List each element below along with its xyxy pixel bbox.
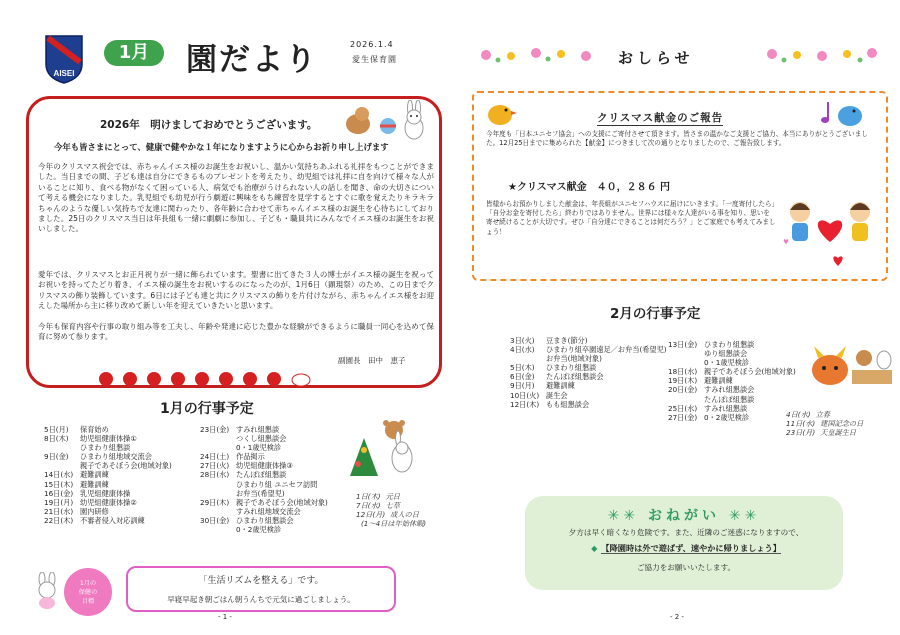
event-row — [200, 480, 328, 489]
event-name: たんぽぽ組懇談会 — [546, 372, 604, 382]
event-date: 4日(水) — [786, 410, 811, 419]
event-date: 5日(木) — [510, 363, 535, 373]
greeting-paragraph: 今年のクリスマス祝会では、赤ちゃんイエス様のお誕生をお祝いし、温かい気持ちあふれる礼拝をもつことができました。当日までの間、子ども達は自分にできるものプレゼントを考えたり、幼児組では礼拝に自を向けて様々な人がいることに知り、食べる物がなくて困っている人、病気でも治療がうけられない人の話しを聞き、命の大切さについて考える機会になりました。乳児組でも幼児が行う劇遊に興味をもち練習を見学するとすぐに歌を覚えたりキラキラちゃんのような優しい気持ちで友達に関わったり、各年齢に合わせて赤ちゃんイエス様のお誕生を心待ちにしておりました。25日のクリスマス当日は年長組も一緒に劇劇に参加し、子ども・職員共にみんなでイエス様のお誕生をお祝いしました。 — [38, 162, 434, 234]
event-date: 12日(月) — [356, 510, 386, 520]
event-date: 24日(土) — [200, 452, 230, 462]
bird-illustration — [480, 98, 518, 128]
event-row — [510, 381, 667, 390]
event-row — [356, 510, 426, 519]
event-name: すみれ組懇談 — [704, 403, 748, 413]
event-name: ひまわり組懇談 — [80, 443, 131, 453]
event-date: 19日(木) — [668, 376, 698, 386]
event-name: 0・2歳児検診 — [236, 525, 282, 535]
event-name: 幼児組健康体操③ — [236, 461, 293, 471]
newsletter-title: 園だより — [186, 42, 318, 78]
event-date: 16日(金) — [44, 488, 74, 498]
event-row — [200, 452, 328, 461]
event-name: お弁当(希望児) — [236, 488, 285, 498]
event-row — [510, 345, 667, 354]
event-date: 13日(金) — [668, 340, 698, 349]
signature: 副園長 田中 恵子 — [338, 356, 406, 365]
rabbit-illustration — [34, 572, 60, 610]
event-row — [200, 443, 328, 452]
greeting-lead: 今年も皆さまにとって、健康で健やかな１年になりますように心からお祈り申し上げます — [54, 142, 389, 152]
event-row — [668, 385, 796, 394]
event-date: 3日(火) — [510, 336, 535, 345]
health-goal-badge — [64, 568, 112, 616]
event-row — [510, 400, 667, 409]
event-name: 幼児組健康体操① — [80, 434, 137, 444]
feb-calendar-title: 2月の行事予定 — [610, 306, 701, 322]
event-date: 23日(月) — [786, 428, 816, 438]
event-name: 0・1歳児検診 — [704, 358, 750, 368]
event-name: 元日 — [385, 492, 400, 501]
event-row — [668, 404, 796, 413]
event-row — [668, 367, 796, 376]
event-date: 21日(水) — [44, 506, 74, 516]
event-name: 園内研修 — [80, 506, 109, 516]
donation-report-text: 皆様からお預かりしました献金は、年長組がユニセフハウスに届けにいきます。「一度寄付したら」「自分お金を寄付したら」終わりではありません。世界には様々な人達がいる事を知り、思いを寄せ続けることが大切です。ぜひ「自分達にできることは何だろう？」とご家庭でも考えてみましょう！ — [486, 200, 776, 236]
event-date: 9日(金) — [44, 452, 69, 462]
goal-badge-line: 目標 — [81, 598, 95, 605]
event-name: すみれ組懇談会 — [704, 385, 755, 395]
event-name: お弁当(地域対象) — [546, 354, 602, 364]
event-row — [44, 498, 172, 507]
event-date: 6日(金) — [510, 372, 535, 382]
event-name: たんぽぽ組懇談 — [704, 394, 755, 404]
donation-report-title: クリスマス献金のご報告 — [597, 112, 724, 124]
event-row — [200, 498, 328, 507]
feb-events-col2 — [668, 340, 796, 422]
logo-text: AISEI — [53, 69, 75, 78]
event-name: ひまわり組懇談会 — [236, 515, 294, 525]
greeting-paragraph: 愛年では、クリスマスとお正月祝りが一緒に飾られています。聖書に出てきた３人の博士がイエス様の誕生を祝ってお祝いを持ってたどり着き、イエス様の誕生をお祝いするのになったのが、1月6日（顕現祭）のため、この日までクリスマスの飾り装飾しています。6日には子ども達と共にクリスマスの飾りを片付けながら、赤ちゃんイエス様をお迎えした場所から主に移り改めて新しい年を迎えていきたいと思います。 — [38, 270, 434, 311]
event-row — [356, 519, 426, 528]
event-name: ひまわり組 ユニセフ訪問 — [236, 479, 318, 489]
event-row — [44, 461, 172, 470]
event-date: 7日(水) — [356, 501, 381, 511]
event-row — [510, 354, 667, 363]
event-name: 天皇誕生日 — [820, 428, 857, 438]
event-name: 親子であそぼう会(地域対象) — [80, 461, 172, 471]
request-title: ✳✳ おねがい ✳✳ — [607, 508, 761, 524]
event-row — [44, 443, 172, 452]
jan-holidays — [356, 492, 426, 528]
bear-rabbit-illustration — [342, 418, 422, 478]
jan-events-col2 — [200, 425, 328, 534]
school-logo — [44, 34, 84, 84]
event-row — [44, 480, 172, 489]
event-name: 不審者侵入対応訓練 — [80, 515, 145, 525]
event-name: 成人の日 — [390, 510, 419, 520]
donation-amount: ★クリスマス献金 ４０，２８６ 円 — [508, 182, 671, 193]
event-row — [668, 349, 796, 358]
event-row — [510, 372, 667, 381]
event-row — [668, 413, 796, 422]
event-row — [668, 376, 796, 385]
event-name: 避難訓練 — [80, 470, 109, 480]
event-name: ゆり組懇談会 — [704, 349, 748, 359]
event-row — [510, 336, 667, 345]
event-name: 親子であそぼう会(地域対象) — [704, 367, 796, 377]
event-row — [786, 428, 863, 437]
goal-badge-line: 1月の — [79, 580, 97, 587]
bird-music-illustration — [818, 96, 868, 130]
event-row — [668, 340, 796, 349]
event-row — [200, 507, 328, 516]
event-date: 27日(金) — [668, 412, 698, 422]
event-date: 5日(月) — [44, 425, 69, 434]
event-date: 28日(水) — [200, 470, 230, 480]
event-row — [510, 391, 667, 400]
event-name: すみれ組懇談 — [236, 425, 280, 434]
event-name: すみれ組地域交流会 — [236, 506, 301, 516]
event-date: 27日(火) — [200, 461, 230, 471]
event-name: 誕生会 — [546, 390, 568, 400]
event-date: 8日(木) — [44, 434, 69, 444]
event-date: 12日(木) — [510, 399, 540, 409]
request-text: ご協力をお願いいたします。 — [636, 563, 736, 572]
event-name: (1〜4日は年始休暇) — [361, 519, 427, 529]
jan-events-col1 — [44, 425, 172, 525]
event-name: ひまわり組懇談 — [704, 340, 755, 349]
event-date: 4日(水) — [510, 345, 535, 355]
event-name: 避難訓練 — [704, 376, 733, 386]
month-badge: 1月 — [104, 40, 164, 66]
event-date: 18日(水) — [668, 367, 698, 377]
event-name: 幼児組健康体操② — [80, 497, 137, 507]
event-name: 0・1歳児検診 — [236, 443, 282, 453]
event-name: 乳児組健康体操 — [80, 488, 131, 498]
page-number: - 1 - — [218, 613, 232, 621]
event-row — [200, 470, 328, 479]
event-name: ひまわり組懇談 — [546, 363, 597, 373]
event-name: ひまわり組卒園遠足／お弁当(希望児) — [546, 345, 667, 355]
event-row — [668, 358, 796, 367]
event-name: 0・2歳児検診 — [704, 412, 750, 422]
event-row — [356, 501, 426, 510]
jan-calendar-title: 1月の行事予定 — [160, 401, 254, 417]
event-date: 20日(金) — [668, 385, 698, 395]
event-row — [44, 470, 172, 479]
request-highlight-text: 【降園時は外で遊ばず、速やかに帰りましょう】 — [601, 543, 781, 553]
event-date: 22日(木) — [44, 515, 74, 525]
event-date: 30日(金) — [200, 515, 230, 525]
event-date: 11日(水) — [786, 419, 816, 429]
event-name: もも組懇談会 — [546, 399, 590, 409]
event-row — [44, 516, 172, 525]
event-name: 避難訓練 — [546, 381, 575, 391]
event-date: 15日(木) — [44, 479, 74, 489]
event-name: 避難訓練 — [80, 479, 109, 489]
event-row — [200, 425, 328, 434]
donation-report-text: 今年度も「日本ユニセフ協会」への支援にご寄付させて頂きます。皆さまの温かなご支援とご協力、本当にありがとうございました。12月25日までに集められた【献金】につきまして次の通りとなりましたので、ご報告致します。 — [486, 130, 868, 148]
event-date: 10日(火) — [510, 390, 540, 400]
event-row — [200, 516, 328, 525]
bullet-icon: ◆ — [591, 543, 598, 553]
health-goal-title: 「生活リズムを整える」です。 — [198, 576, 324, 586]
event-row — [200, 434, 328, 443]
event-date: 23日(金) — [200, 425, 230, 434]
event-name: 七草 — [385, 501, 400, 511]
event-name: 立春 — [815, 410, 830, 419]
event-row — [44, 507, 172, 516]
event-row — [786, 410, 863, 419]
event-name: 建国記念の日 — [820, 419, 864, 429]
event-date: 29日(木) — [200, 497, 230, 507]
oni-setsubun-illustration — [806, 340, 896, 388]
greeting-heading: 2026年 明けましておめでとうございます。 — [100, 119, 318, 131]
event-row — [44, 452, 172, 461]
issue-date: 2026.1.4 — [350, 40, 394, 49]
page-number: - 2 - — [670, 613, 684, 621]
event-name: たんぽぽ組懇談 — [236, 470, 287, 480]
children-heart-illustration — [780, 196, 880, 274]
health-goal-body: 早寝早起き朝ごはん朝うんちで元気に過ごしましょう。 — [167, 595, 355, 604]
event-row — [510, 363, 667, 372]
request-highlight — [533, 543, 839, 554]
event-date: 19日(月) — [44, 497, 74, 507]
event-date: 14日(水) — [44, 470, 74, 480]
event-row — [44, 425, 172, 434]
event-date: 1日(木) — [356, 492, 381, 501]
event-date: 25日(水) — [668, 403, 698, 413]
event-name: ひまわり組地域交流会 — [80, 452, 152, 462]
daruma-ornaments — [96, 369, 316, 387]
squirrel-rabbit-illustration — [340, 100, 430, 140]
school-name: 愛生保育園 — [352, 55, 397, 64]
event-row — [356, 492, 426, 501]
feb-holidays — [786, 410, 863, 437]
request-text: 夕方は早く暗くなり危険です。また、近隣のご迷惑になりますので、 — [568, 528, 804, 537]
event-row — [786, 419, 863, 428]
event-row — [44, 489, 172, 498]
event-row — [200, 461, 328, 470]
event-name: 保育始め — [80, 425, 109, 434]
feb-events-col1 — [510, 336, 667, 409]
greeting-paragraph: 今年も保育内容や行事の取り組み等を工夫し、年齢や発達に応じた豊かな経験ができるように職員一同心を込めて保育に努めて参ります。 — [38, 322, 434, 342]
event-row — [200, 525, 328, 534]
event-row — [44, 434, 172, 443]
event-row — [200, 489, 328, 498]
event-row — [668, 395, 796, 404]
event-name: 豆まき(節分) — [546, 336, 588, 345]
event-name: つくし組懇談会 — [236, 434, 287, 444]
notice-title: おしらせ — [618, 49, 694, 67]
goal-badge-line: 保健の — [78, 589, 98, 596]
event-name: 親子であそぼう会(地域対象) — [236, 497, 328, 507]
event-name: 作品掲示 — [236, 452, 265, 462]
event-date: 9日(月) — [510, 381, 535, 391]
